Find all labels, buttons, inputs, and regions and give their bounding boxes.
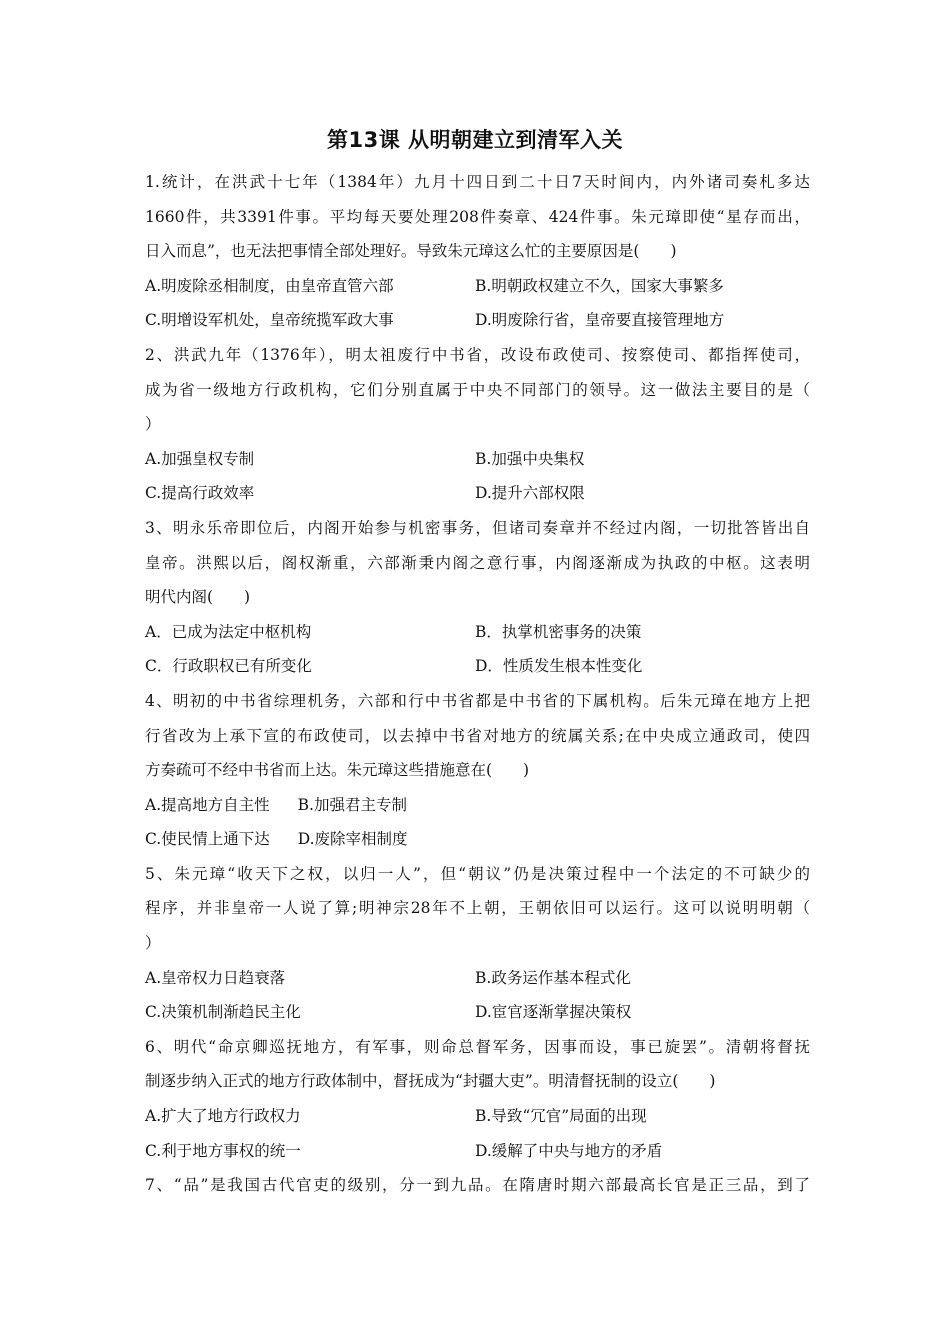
option-c: C.决策机制渐趋民主化 [145,1003,301,1022]
question-stem-line: 方奏疏可不经中书省而上达。朱元璋这些措施意在( ) [145,761,530,780]
option-a: A.提高地方自主性 [145,795,270,814]
question-stem-line: 明代内阁( ) [145,588,251,607]
option-d: D.明废除行省，皇帝要直接管理地方 [475,311,725,330]
options-row [145,1134,810,1169]
question-2 [145,338,810,511]
options-row [145,615,810,650]
question-stem-line: 行省改为上承下宣的布政使司，以去掉中书省对地方的统属关系;在中央成立通政司，使四 [145,726,810,745]
page-title: 第13课 从明朝建立到清军入关 [326,128,624,152]
question-1 [145,165,810,338]
question-4 [145,684,810,857]
option-b: B.明朝政权建立不久，国家大事繁多 [475,276,724,295]
options-row [145,822,810,857]
question-list [145,165,810,1203]
question-stem-line: 日入而息”，也无法把事情全部处理好。导致朱元璋这么忙的主要原因是( ) [145,242,677,261]
option-b: B.导致“冗官”局面的出现 [475,1107,647,1126]
option-d: D.宦官逐渐掌握决策权 [475,1003,632,1022]
question-stem-line: 7、“品”是我国古代官吏的级别，分一到九品。在隋唐时期六部最高长官是正三品，到了 [145,1176,810,1195]
options-row [145,788,810,823]
option-c: C.提高行政效率 [145,484,255,503]
option-d: D.缓解了中央与地方的矛盾 [475,1141,663,1160]
question-stem-line: 2、洪武九年（1376年），明太祖废行中书省，改设布政使司、按察使司、都指挥使司， [145,345,810,364]
options-row [145,303,810,338]
question-stem-line: 成为省一级地方行政机构，它们分别直属于中央不同部门的领导。这一做法主要目的是（ [145,380,810,399]
option-c: C.明增设军机处，皇帝统揽军政大事 [145,311,394,330]
options-row [145,649,810,684]
question-stem-line: 1.统计，在洪武十七年（1384年）九月十四日到二十日7天时间内，内外诸司奏札多达 [145,173,810,191]
option-b: B.政务运作基本程式化 [475,968,631,987]
question-7 [145,1168,810,1203]
question-stem-line: 6、明代“命京卿巡抚地方，有军事，则命总督军务，因事而设，事已旋罢”。清朝将督抚 [145,1037,810,1056]
options-row [145,476,810,511]
options-row [145,1099,810,1134]
option-c: C.使民情上通下达 [145,830,270,849]
question-stem-line: 1660件，共3391件事。平均每天要处理208件奏章、424件事。朱元璋即使“星存而出， [145,207,810,226]
question-6 [145,1030,810,1168]
option-d: D．性质发生根本性变化 [475,657,643,676]
option-c: C.利于地方事权的统一 [145,1141,301,1160]
question-stem-line: 3、明永乐帝即位后，内阁开始参与机密事务，但诸司奏章并不经过内阁，一切批答皆出自 [145,518,810,537]
question-stem-line: 4、明初的中书省综理机务，六部和行中书省都是中书省的下属机构。后朱元璋在地方上把 [145,691,810,710]
option-b: B．执掌机密事务的决策 [475,622,642,641]
options-row [145,269,810,304]
option-a: A.加强皇权专制 [145,449,255,468]
question-stem-line: 程序，并非皇帝一人说了算;明神宗28年不上朝，王朝依旧可以运行。这可以说明明朝（ [145,899,810,918]
option-c: C．行政职权已有所变化 [145,657,312,676]
option-d: D.废除宰相制度 [297,830,408,849]
question-stem-line: ） [145,934,161,953]
options-row [145,961,810,996]
option-b: B.加强中央集权 [475,449,585,468]
question-stem-line: 5、朱元璋“收天下之权，以归一人”，但“朝议”仍是决策过程中一个法定的不可缺少的 [145,864,810,883]
question-stem-line: 皇帝。洪熙以后，阁权渐重，六部渐秉内阁之意行事，内阁逐渐成为执政的中枢。这表明 [145,553,810,572]
option-a: A.明废除丞相制度，由皇帝直管六部 [145,276,394,295]
question-stem-line: ） [145,415,161,434]
question-3 [145,511,810,684]
options-row [145,442,810,477]
options-row [145,995,810,1030]
option-a: A.皇帝权力日趋衰落 [145,968,286,987]
option-d: D.提升六部权限 [475,484,585,503]
question-5 [145,857,810,1030]
option-a: A.扩大了地方行政权力 [145,1107,301,1126]
option-a: A．已成为法定中枢机构 [145,622,312,641]
question-stem-line: 制逐步纳入正式的地方行政体制中，督抚成为“封疆大吏”。明清督抚制的设立( ) [145,1072,716,1091]
option-b: B.加强君主专制 [297,795,407,814]
